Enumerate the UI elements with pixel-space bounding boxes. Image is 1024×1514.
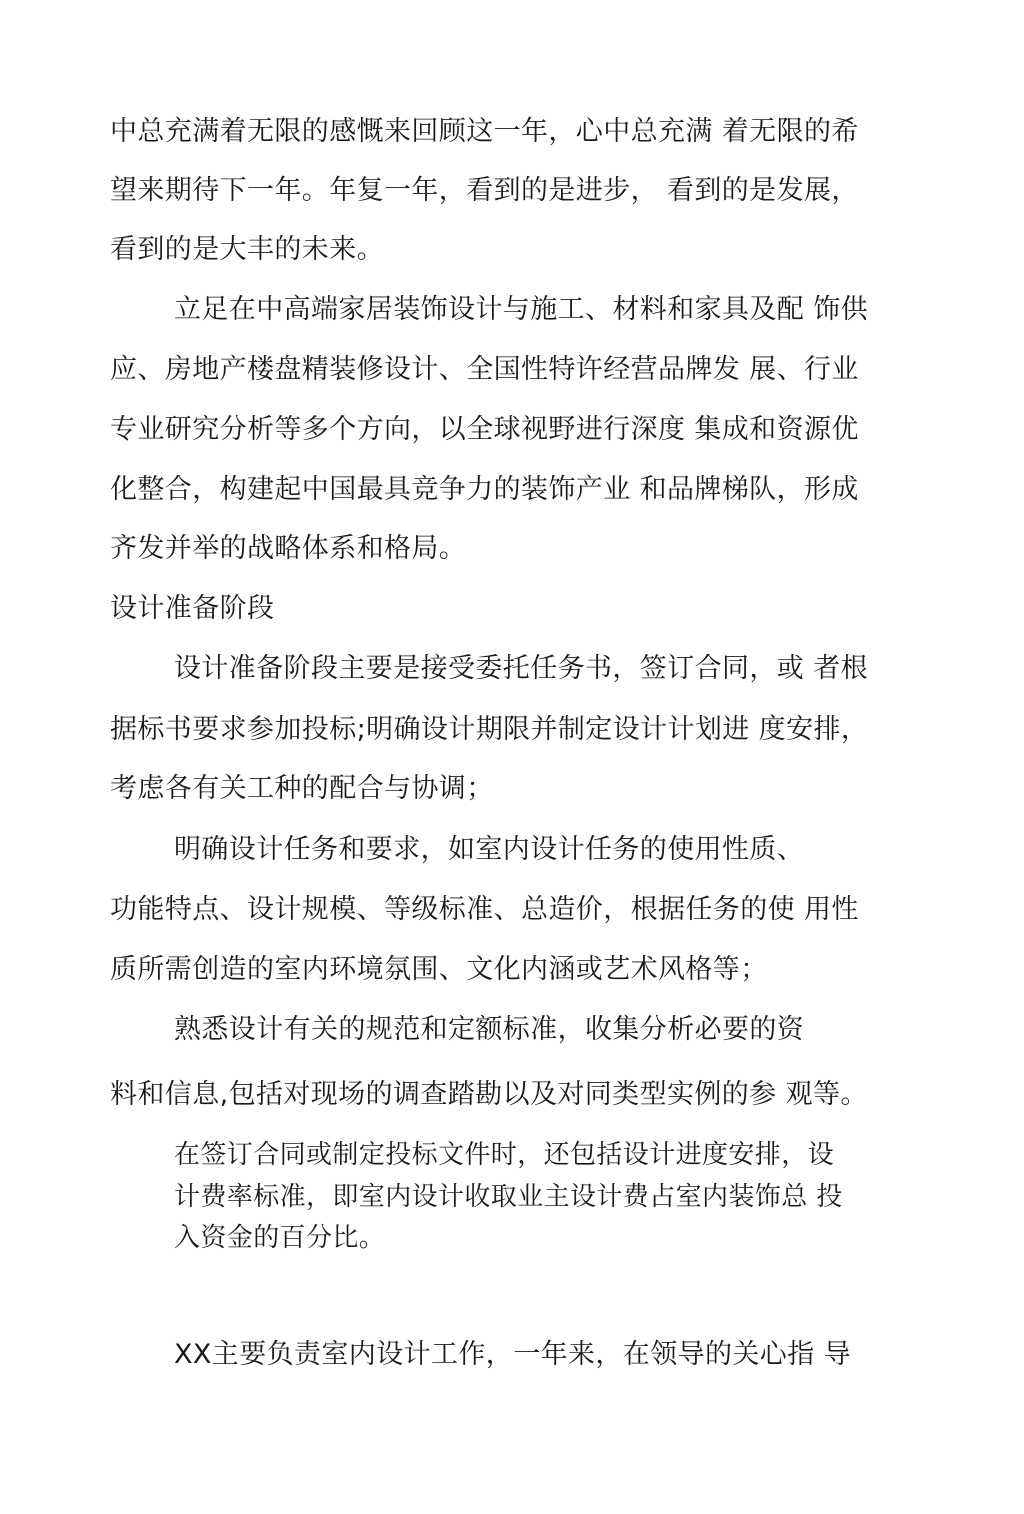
text-line: XX主要负责室内设计工作，一年来，在领导的关心指 导 — [174, 1339, 851, 1370]
text-line: 熟悉设计有关的规范和定额标准，收集分析必要的资 — [174, 1014, 805, 1045]
text-line: 齐发并举的战略体系和格局。 — [110, 533, 467, 564]
text-line: 应、房地产楼盘精装修设计、全国性特许经营品牌发 展、行业 — [110, 354, 859, 385]
text-line: 入资金的百分比。 — [174, 1223, 386, 1253]
text-line: 质所需创造的室内环境氛围、文化内涵或艺术风格等； — [110, 954, 768, 985]
text-line: 据标书要求参加投标;明确设计期限并制定设计计划进 度安排， — [110, 714, 869, 745]
text-line: 化整合，构建起中国最具竞争力的装饰产业 和品牌梯队，形成 — [110, 474, 859, 505]
section-heading: 设计准备阶段 — [110, 593, 275, 624]
text-line: 计费率标准，即室内设计收取业主设计费占室内装饰总 投 — [174, 1182, 843, 1212]
text-line: 在签订合同或制定投标文件时，还包括设计进度安排，设 — [174, 1140, 835, 1170]
text-line: 中总充满着无限的感慨来回顾这一年，心中总充满 着无限的希 — [110, 116, 859, 147]
text-line: 料和信息,包括对现场的调查踏勘以及对同类型实例的参 观等。 — [110, 1079, 868, 1110]
text-line: 看到的是大丰的未来。 — [110, 234, 384, 265]
text-line: 功能特点、设计规模、等级标准、总造价，根据任务的使 用性 — [110, 894, 859, 925]
text-line: 专业研究分析等多个方向，以全球视野进行深度 集成和资源优 — [110, 414, 859, 445]
text-line: 立足在中高端家居装饰设计与施工、材料和家具及配 饰供 — [174, 294, 868, 325]
text-line: 设计准备阶段主要是接受委托任务书，签订合同，或 者根 — [174, 653, 868, 684]
text-line: 考虑各有关工种的配合与协调； — [110, 773, 494, 804]
text-line: 望来期待下一年。年复一年，看到的是进步， 看到的是发展， — [110, 175, 859, 206]
text-line: 明确设计任务和要求，如室内设计任务的使用性质、 — [174, 834, 805, 865]
